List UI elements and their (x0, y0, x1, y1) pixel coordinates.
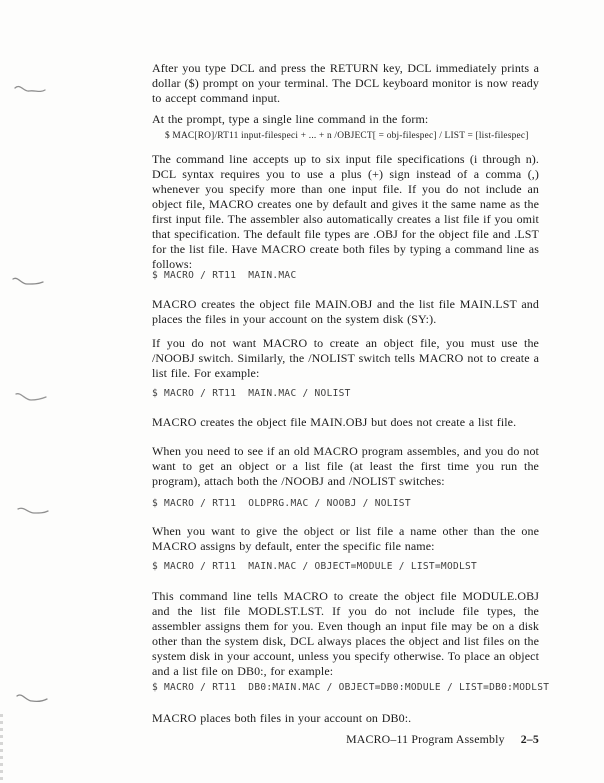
command-line: $ MACRO / RT11 MAIN.MAC / NOLIST (152, 387, 351, 399)
scan-edge-artifact (0, 714, 3, 783)
margin-pen-mark-icon (13, 82, 47, 96)
footer-chapter-title: MACRO–11 Program Assembly (346, 732, 505, 746)
paragraph: At the prompt, type a single line command in the form: (152, 112, 429, 126)
paragraph: MACRO creates the object file MAIN.OBJ but does not create a list file. (152, 415, 517, 429)
paragraph: When you need to see if an old MACRO program assembles, and you do not want to get an object or a list file (at least the first time you run the program), attach both the /NOOBJ and /NOLIST switches: (152, 444, 539, 488)
margin-pen-mark-icon (16, 503, 50, 517)
command-syntax-line: $ MAC[RO]/RT11 input-filespeci + ... + n /OBJECT[ = obj-filespec] / LIST = [list-filespec] (165, 131, 529, 142)
margin-pen-mark-icon (11, 274, 45, 288)
paragraph: This command line tells MACRO to create the object file MODULE.OBJ and the list file MODLST.LST. If you do not include file types, the assembler assigns them for you. Even though an input file may be on a disk other than the system disk, DCL always places the object and list files on the system disk in your account, unless you specify otherwise. To place an object and a list file on DB0:, for example: (152, 589, 539, 678)
paragraph: If you do not want MACRO to create an object file, you must use the /NOOBJ switch. Similarly, the /NOLIST switch tells MACRO not to create a list file. For example: (152, 336, 539, 380)
margin-pen-mark-icon (14, 390, 48, 404)
paragraph: MACRO places both files in your account on DB0:. (152, 711, 412, 725)
page-footer (152, 732, 539, 747)
paragraph: After you type DCL and press the RETURN key, DCL immediately prints a dollar ($) prompt on your terminal. The DCL keyboard monitor is now ready to accept command input. (152, 61, 539, 105)
paragraph: The command line accepts up to six input file specifications (i through n). DCL syntax requires you to use a plus (+) sign instead of a comma (,) whenever you specify more than one input file. If you do not include an object file, MACRO creates one by default and gives it the same name as the first input file. The assembler also automatically creates a list file if you omit that specification. The default file types are .OBJ for the object file and .LST for the list file. Have MACRO create both files by typing a command line as follows: (152, 152, 539, 271)
paragraph: MACRO creates the object file MAIN.OBJ and the list file MAIN.LST and places the files in your account on the system disk (SY:). (152, 297, 539, 326)
command-line: $ MACRO / RT11 MAIN.MAC (152, 269, 297, 281)
margin-pen-mark-icon (15, 691, 49, 705)
command-line: $ MACRO / RT11 MAIN.MAC / OBJECT=MODULE / LIST=MODLST (152, 560, 478, 572)
command-line: $ MACRO / RT11 DB0:MAIN.MAC / OBJECT=DB0:MODULE / LIST=DB0:MODLST (152, 681, 550, 693)
paragraph: When you want to give the object or list file a name other than the one MACRO assigns by default, enter the specific file name: (152, 524, 539, 553)
footer-page-number: 2–5 (520, 732, 539, 746)
command-line: $ MACRO / RT11 OLDPRG.MAC / NOOBJ / NOLIST (152, 497, 411, 509)
